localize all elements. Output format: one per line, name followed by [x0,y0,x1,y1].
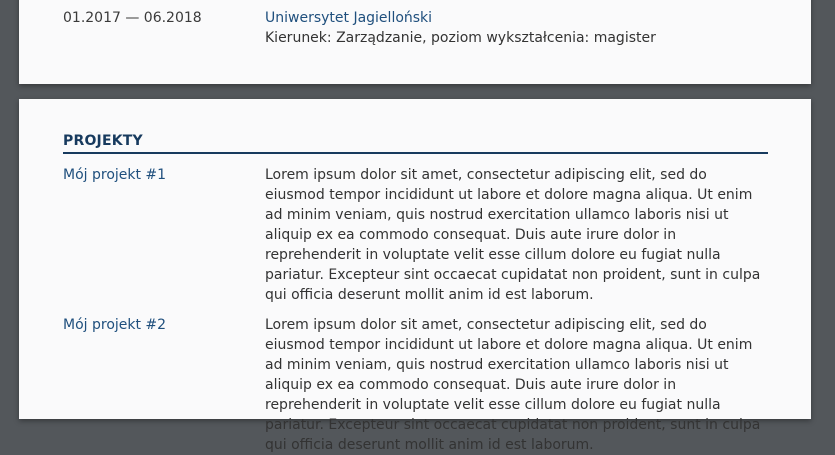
education-school: Uniwersytet Jagielloński [265,10,433,26]
project-name: Mój projekt #2 [63,317,167,333]
projects-card [19,99,811,453]
education-card [19,0,811,84]
education-details: Kierunek: Zarządzanie, poziom wykształcenia: magister [265,30,656,46]
section-divider [63,152,768,154]
project-description: Lorem ipsum dolor sit amet, consectetur adipiscing elit, sed do eiusmod tempor incididunt ut labore et dolore magna aliqua. Ut enim ad minim veniam, quis nostrud exercitation ullamco laboris nisi ut aliquip ex ea commodo consequat. Duis aute irure dolor in reprehenderit in voluptate velit esse cillum dolore eu fugiat nulla pariatur. Excepteur sint occaecat cupidatat non proident, sunt in culpa qui officia deserunt mollit anim id est laborum. [265,317,761,453]
project-name: Mój projekt #1 [63,167,167,183]
education-date: 01.2017 — 06.2018 [63,10,202,26]
section-title-projects: PROJEKTY [63,133,143,149]
education-content [265,8,767,48]
project-description: Lorem ipsum dolor sit amet, consectetur adipiscing elit, sed do eiusmod tempor incididunt ut labore et dolore magna aliqua. Ut enim ad minim veniam, quis nostrud exercitation ullamco laboris nisi ut aliquip ex ea commodo consequat. Duis aute irure dolor in reprehenderit in voluptate velit esse cillum dolore eu fugiat nulla pariatur. Excepteur sint occaecat cupidatat non proident, sunt in culpa qui officia deserunt mollit anim id est laborum. [265,167,761,303]
